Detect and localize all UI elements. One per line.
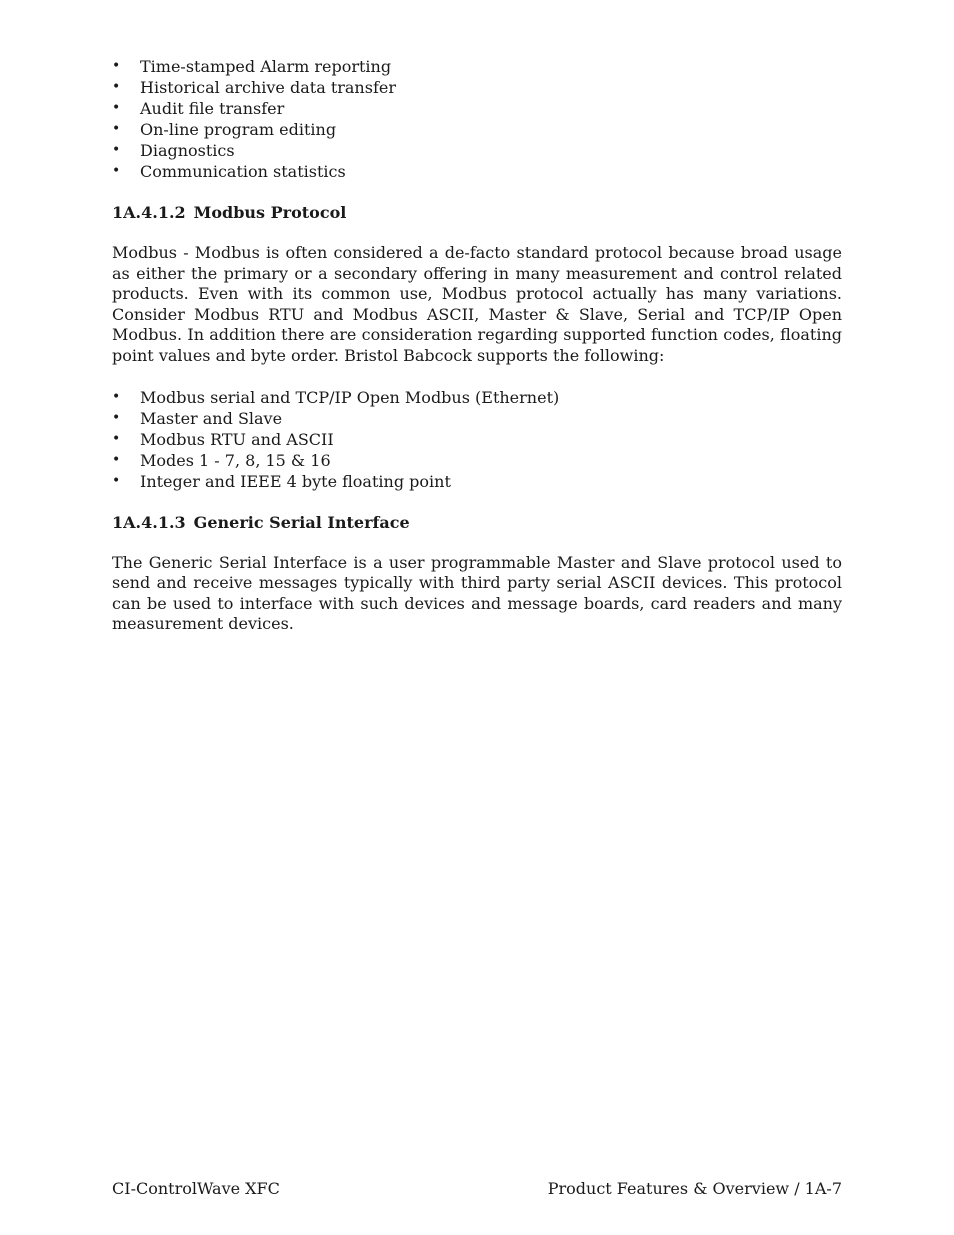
list-item: • Modbus serial and TCP/IP Open Modbus (Ethernet)	[112, 387, 560, 407]
list-item: • Time-stamped Alarm reporting	[112, 57, 392, 76]
section-heading-generic-serial: 1A.4.1.3 Generic Serial Interface	[112, 512, 410, 532]
modbus-paragraph: Modbus - Modbus is often considered a de-facto standard protocol because broad usage as either the primary or a secondary offering in many measurement and control related products. Even with its common use, Modbus protocol actually has many variations. Consider Modbus RTU and Modbus ASCII, Master & Slave, Serial and TCP/IP Open Modbus. In addition there are consideration regarding supported function codes, floating point values and byte order. Bristol Babcock supports the following:	[112, 243, 842, 365]
list-item: • Modes 1 - 7, 8, 15 & 16	[112, 450, 331, 470]
document-body	[112, 56, 842, 635]
footer-page-ref: Product Features & Overview / 1A-7	[547, 1179, 842, 1198]
modbus-feature-list	[112, 387, 842, 492]
list-item: • Modbus RTU and ASCII	[112, 429, 334, 449]
list-item: • Communication statistics	[112, 162, 346, 181]
page-footer	[112, 1178, 842, 1199]
generic-serial-paragraph: The Generic Serial Interface is a user programmable Master and Slave protocol used to send and receive messages typically with third party serial ASCII devices. This protocol can be used to interface with such devices and message boards, card readers and many measurement devices.	[112, 552, 842, 634]
footer-doc-id: CI-ControlWave XFC	[112, 1179, 280, 1198]
feature-list-top	[112, 56, 842, 182]
list-item: • Master and Slave	[112, 408, 283, 428]
list-item: • Audit file transfer	[112, 99, 285, 118]
list-item: • Historical archive data transfer	[112, 78, 396, 97]
list-item: • Integer and IEEE 4 byte floating point	[112, 471, 451, 491]
section-heading-modbus: 1A.4.1.2 Modbus Protocol	[112, 203, 347, 222]
list-item: • Diagnostics	[112, 141, 235, 160]
list-item: • On-line program editing	[112, 120, 337, 139]
